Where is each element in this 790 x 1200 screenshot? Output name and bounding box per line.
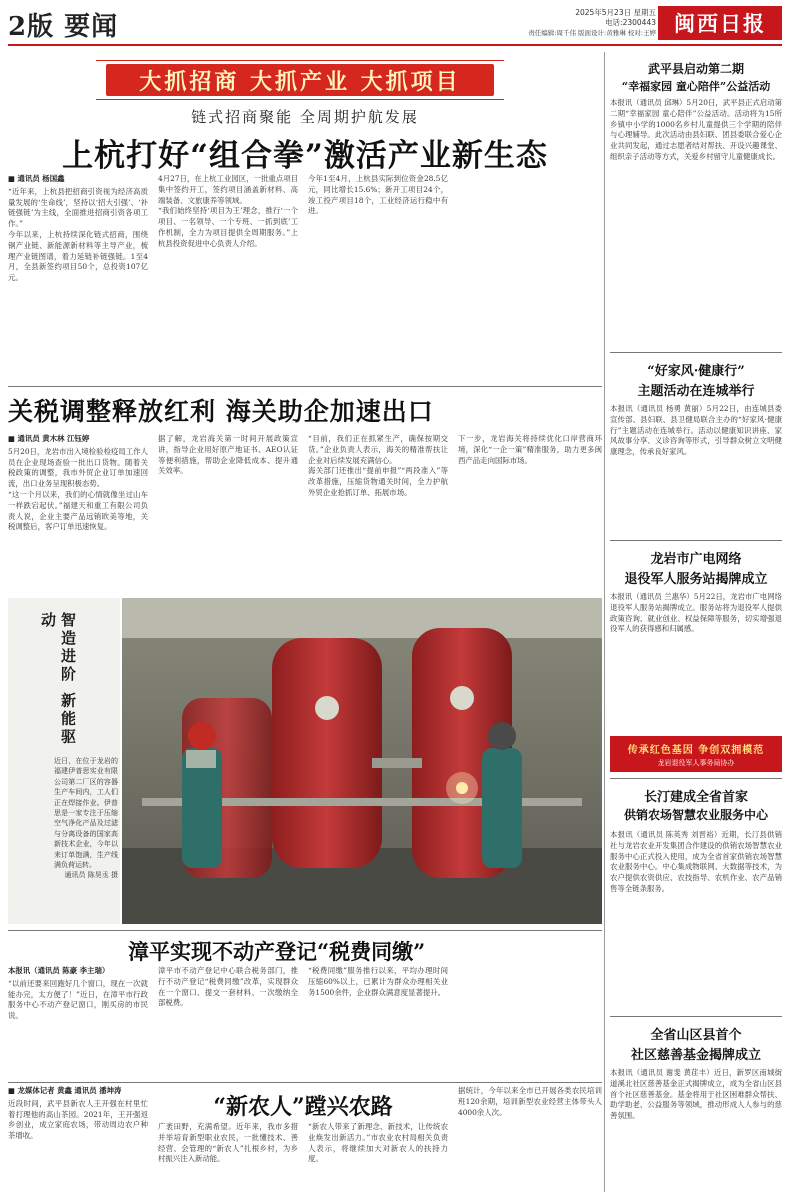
newspaper-logo: 闽西日报 — [658, 6, 782, 40]
tariff-headline: 关税调整释放红利 海关助企加速出口 — [8, 397, 434, 426]
tariff-column-4 — [458, 434, 602, 592]
lead-paragraph: 今年以来，上杭持续深化链式招商，围绕铜产业链、新能源新材料等主导产业，梳理产业链图谱，着力延链补链强链。1至4月，全县新签约项目50个，总投资107亿元。 — [8, 229, 148, 283]
realestate-paragraph: “以前还要来回跑好几个窗口，现在一次就能办完，太方便了！”近日，在漳平市行政服务中心不动产登记窗口，刚买房的市民说。 — [8, 978, 148, 1021]
page-number: 2版 要闻 — [8, 12, 119, 42]
photo-feature-title-text: 智造进阶 新能驱动 — [39, 612, 77, 747]
lead-column-1 — [8, 174, 148, 382]
campaign-banner: 大抓招商 大抓产业 大抓项目 — [106, 64, 494, 96]
farmer-paragraph: 近段时间，武平县新农人王开强在村里忙着打理他的高山茶园。2021年，王开强返乡创业，成立家庭农场，带动周边农户种茶增收。 — [8, 1098, 148, 1141]
realestate-column-4 — [458, 966, 602, 1078]
farmer-column-1 — [8, 1086, 148, 1200]
phone-line: 电话:2300443 — [605, 18, 656, 27]
story5-title-line2: 社区慈善基金揭牌成立 — [630, 1048, 761, 1063]
photo-feature-title — [38, 612, 98, 752]
page-meta — [528, 8, 656, 38]
slogan-main: 传承红色基因 争创双拥模范 — [627, 744, 765, 756]
tariff-paragraph: 下一步，龙岩海关将持续优化口岸营商环境，深化“一企一策”精准服务，助力更多闽西产品走向国际市场。 — [458, 434, 602, 465]
divider — [610, 778, 782, 779]
tariff-column-3 — [308, 434, 448, 592]
lead-column-2 — [158, 174, 298, 382]
farmer-byline: ■ 龙媒体记者 黄鑫 通讯员 潘坤涛 — [8, 1086, 122, 1095]
lead-byline: ■ 通讯员 杨国鑫 — [8, 174, 65, 183]
tariff-column-2 — [158, 434, 298, 592]
farmer-paragraph: 据统计，今年以来全市已开展各类农民培训班120余期，培训新型农业经营主体带头人4000余人次。 — [458, 1086, 602, 1117]
tariff-column-1 — [8, 434, 148, 592]
divider — [8, 930, 602, 931]
lead-paragraph: “近年来，上杭县把招商引资视为经济高质量发展的‘生命线’，坚持以‘招大引强’、‘补链强链’为主线，全面推进招商引资各项工作。” — [8, 186, 148, 229]
photo-credit: 通讯员 陈昊丞 摄 — [64, 871, 118, 880]
tariff-paragraph: 5月20日，龙岩市出入境检验检疫局工作人员在企业现场查验一批出口货物。随着关税政策的调整，我市外贸企业订单加速回流，出口业务呈现积极态势。 — [8, 446, 148, 489]
realestate-byline: 本报讯（通讯员 陈豪 李主瑞） — [8, 966, 110, 975]
story2-title-line1: “好家风·健康行” — [647, 364, 745, 379]
factory-photo — [122, 598, 602, 924]
divider — [8, 386, 602, 387]
date-line: 2025年5月23日 星期五 — [575, 8, 656, 17]
lead-paragraph: 今年1至4月，上杭县实际到位资金28.5亿元，同比增长15.6%；新开工项目24个，竣工投产项目18个，工业经济运行稳中有进。 — [308, 174, 448, 216]
lead-subhead: 链式招商聚能 全周期护航发展 — [191, 108, 419, 126]
divider — [610, 540, 782, 541]
photo-caption — [54, 756, 118, 916]
divider — [610, 352, 782, 353]
lead-headline: 上杭打好“组合拳”激活产业新生态 — [62, 138, 548, 174]
story3-title-line2: 退役军人服务站揭牌成立 — [624, 572, 768, 587]
realestate-column-3 — [308, 966, 448, 1078]
story4-title-line2: 供销农场智慧农业服务中心 — [623, 808, 768, 822]
realestate-paragraph: “税费同缴”服务推行以来，平均办理时间压缩60%以上，已累计为群众办理相关业务1500余件，企业群众满意度显著提升。 — [308, 966, 448, 997]
story2-title-line2: 主题活动在连城举行 — [637, 384, 755, 399]
divider — [610, 1016, 782, 1017]
story2-body: 本报讯（通讯员 杨勇 黄丽）5月22日，由连城县委宣传部、县妇联、县卫健局联合主办的“好家风·健康行”主题活动在连城举行。活动以健康知识讲座、家风故事分享、义诊咨询等形式，引导群众树立文明健康理念，传承良好家风。 — [610, 404, 782, 457]
realestate-column-2 — [158, 966, 298, 1078]
story1-title-line2: “幸福家园 童心陪伴”公益活动 — [621, 80, 771, 93]
farmer-paragraph: 广袤田野，充满希望。近年来，我市多措并举培育新型职业农民，一批懂技术、善经营、会管理的“新农人”扎根乡村，为乡村振兴注入新动能。 — [158, 1122, 298, 1164]
tariff-paragraph: 海关部门还推出“提前申报”“两段准入”等改革措施，压缩货物通关时间，全力护航外贸企业抢抓订单、拓展市场。 — [308, 466, 448, 497]
photo-caption-text: 近日，在位于龙岩的福建伊普思实业有限公司第二厂区的容器生产车间内，工人们正在焊接作业。伊普思是一家专注于压缩空气净化产品及过滤与分离设备的国家高新技术企业，今年以来订单饱满，生产线满负荷运转。 — [54, 757, 118, 870]
story3-title-line1: 龙岩市广电网络 — [650, 552, 742, 567]
story3-body: 本报讯（通讯员 兰惠华）5月22日，龙岩市广电网络退役军人服务站揭牌成立。服务站将为退役军人提供政策咨询、就业创业、权益保障等服务，切实增强退役军人的获得感和归属感。 — [610, 592, 782, 634]
tariff-paragraph: “这一个月以来，我们的心情就像坐过山车一样跌宕起伏。”福建天和重工有限公司负责人说，企业主要产品远销欧美等地，关税调整后，客户订单迅速恢复。 — [8, 489, 148, 532]
farmer-headline: “新农人”蹚兴农路 — [213, 1094, 393, 1120]
farmer-paragraph: “新农人带来了新理念、新技术，让传统农业焕发出新活力。”市农业农村局相关负责人表示，将继续加大对新农人的扶持力度。 — [308, 1122, 448, 1164]
lead-paragraph: “我们始终坚持‘项目为王’理念，推行‘一个项目、一名领导、一个专班、一抓到底’工作机制，全力为项目提供全周期服务。”上杭县投资促进中心负责人介绍。 — [158, 206, 298, 248]
story4-title-line1: 长汀建成全省首家 — [643, 790, 748, 805]
lead-paragraph: 4月27日，在上杭工业园区，一批重点项目集中签约开工，签约项目涵盖新材料、高端装备、文旅康养等领域。 — [158, 174, 298, 205]
realestate-paragraph: 漳平市不动产登记中心联合税务部门，推行不动产登记“税费同缴”改革，实现群众在一个窗口、提交一套材料、一次缴纳全部税费。 — [158, 966, 298, 1008]
tariff-paragraph: 据了解，龙岩海关第一时间开展政策宣讲，指导企业用好原产地证书、AEO认证等便利措施，帮助企业降低成本、提升通关效率。 — [158, 434, 298, 476]
divider — [8, 1082, 602, 1083]
factory-photo-illustration — [122, 598, 602, 924]
masthead — [8, 6, 782, 42]
story5-title-line1: 全省山区县首个 — [650, 1028, 742, 1043]
slogan-sub: 龙岩退役军人事务局协办 — [657, 758, 735, 767]
top-rule — [8, 44, 782, 46]
farmer-column-3 — [308, 1122, 448, 1200]
realestate-column-1 — [8, 966, 148, 1078]
story4-body: 本报讯（通讯员 陈英秀 刘晋裕）近期，长汀县供销社与龙岩农业开发集团合作建设的供销农场智慧农业服务中心正式投入使用，成为全省首家供销农场智慧农业服务中心。中心集成物联网、大数据等技术，为农户提供农资供应、农技指导、农机作业、农产品销售等全链条服务。 — [610, 830, 782, 893]
lead-column-4 — [458, 174, 602, 382]
story1-body: 本报讯（通讯员 邱琳）5月20日，武平县正式启动第二期“幸福家园 童心陪伴”公益活动。活动将为15所乡镇中小学的1000名乡村儿童提供三个学期的陪伴与心理辅导。此次活动由县妇联、团县委联合爱心企业共同发起，通过志愿者结对帮扶、开设兴趣课堂、组织亲子活动等方式，关爱乡村留守儿童健康成长。 — [610, 98, 782, 161]
veterans-slogan-bar — [610, 736, 782, 772]
column-divider — [604, 52, 605, 1192]
editors-line: 责任编辑:周千伟 版面设计:黄雅琳 校对:王婷 — [528, 29, 656, 37]
farmer-column-2 — [158, 1122, 298, 1200]
story1-title-line1: 武平县启动第二期 — [647, 62, 744, 76]
lead-column-3 — [308, 174, 448, 382]
realestate-headline: 漳平实现不动产登记“税费同缴” — [128, 939, 426, 964]
tariff-paragraph: “目前，我们正在抓紧生产，确保按期交货。”企业负责人表示，海关的精准帮扶让企业对后续发展充满信心。 — [308, 434, 448, 465]
tariff-byline: ■ 通讯员 黄木林 江钰婷 — [8, 434, 90, 443]
story5-body: 本报讯（通讯员 谢斐 黄荏丰）近日，新罗区南城街道溪北社区慈善基金正式揭牌成立，成为全省山区县首个社区慈善基金。基金将用于社区困难群众帮扶、助学助老、公益服务等领域，推动形成人人参与的慈善氛围。 — [610, 1068, 782, 1121]
farmer-column-4 — [458, 1086, 602, 1200]
